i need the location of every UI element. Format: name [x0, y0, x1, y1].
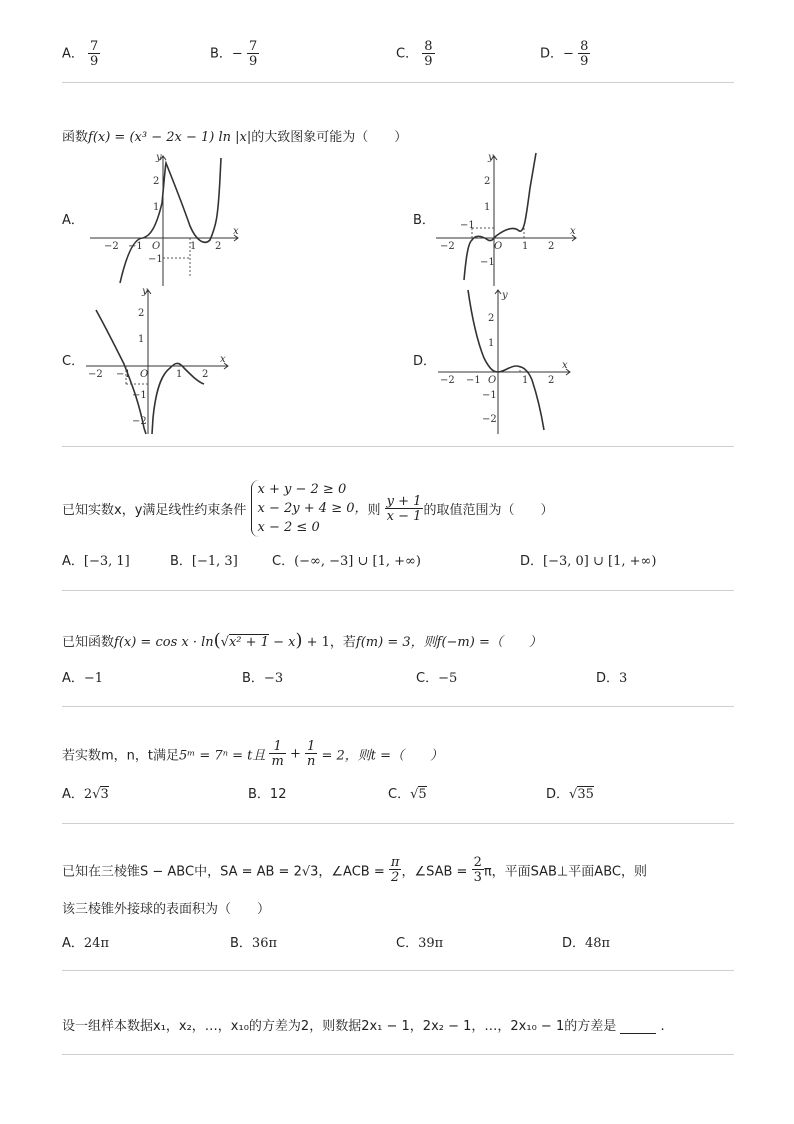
- tick-label: 2: [488, 313, 495, 324]
- tick-label: 2: [548, 241, 555, 252]
- y-label: y: [488, 152, 494, 163]
- option-label: B．: [210, 46, 232, 62]
- graph-a[interactable]: [90, 148, 250, 288]
- y-label: y: [142, 288, 148, 297]
- constraint-system: x + y − 2 ≥ 0 x − 2y + 4 ≥ 0， x − 2 ≤ 0: [251, 480, 368, 537]
- divider: [62, 590, 734, 591]
- divider: [62, 970, 734, 971]
- x-label: x: [570, 226, 576, 237]
- target-fraction: $\frac{y + 1}{x - 1}$: [386, 493, 422, 524]
- tick-label: −1: [480, 257, 495, 268]
- graph-d[interactable]: [438, 288, 598, 436]
- q1-label-d[interactable]: D．: [413, 354, 437, 369]
- q1-label-b[interactable]: B．: [413, 213, 435, 228]
- x-label: x: [220, 354, 226, 365]
- q4-option-c[interactable]: C．√5: [388, 787, 427, 802]
- q2-stem: 已知实数x，y满足线性约束条件 x + y − 2 ≥ 0 x − 2y + 4 ≥ 0， x − 2 ≤ 0 则 $\frac{y + 1}{x - 1}$ 的取值范围为（ ）: [62, 482, 554, 535]
- tick-label: 1: [522, 241, 529, 252]
- tick-label: 2: [202, 369, 209, 380]
- divider: [62, 82, 734, 83]
- function-expression: f(x) = (x³ − 2x − 1) ln |x|: [88, 130, 252, 145]
- q5-option-a[interactable]: A．24π: [62, 936, 109, 951]
- tick-label: 2: [548, 375, 555, 386]
- y-label: y: [502, 290, 508, 301]
- q5-option-c[interactable]: C．39π: [396, 936, 444, 951]
- q6-stem: 设一组样本数据x₁，x₂，…，x₁₀的方差为2，则数据2x₁ − 1，2x₂ − 1，…，2x₁₀ − 1的方差是 .: [62, 1019, 665, 1034]
- fraction: $\frac{7}{9}$: [90, 39, 99, 69]
- option-label: C．: [396, 46, 419, 62]
- q2-option-c[interactable]: C．(−∞, −3] ∪ [1, +∞): [272, 554, 421, 569]
- tick-label: −1: [128, 241, 143, 252]
- q4-stem: 若实数m，n，t满足5ᵐ = 7ⁿ = t且 $\frac{1}{m}$ + $\frac{1}{n}$ = 2，则t =（ ）: [62, 739, 444, 769]
- q4-option-a[interactable]: A．2√3: [62, 787, 109, 802]
- tick-label: −2: [132, 416, 147, 427]
- tick-label: −1: [116, 369, 131, 380]
- tick-label: 1: [488, 338, 495, 349]
- q1-stem: 函数f(x) = (x³ − 2x − 1) ln |x|的大致图象可能为（ ）: [62, 130, 408, 145]
- fraction: $\frac{\pi}{2}$: [390, 855, 400, 885]
- tick-label: 2: [215, 241, 222, 252]
- x-label: x: [562, 360, 568, 371]
- q1-label-c[interactable]: C．: [62, 354, 85, 369]
- sign: −: [563, 46, 574, 62]
- q5-option-b[interactable]: B．36π: [230, 936, 278, 951]
- origin-label: O: [152, 241, 161, 252]
- tick-label: 1: [522, 375, 529, 386]
- tick-label: 1: [153, 202, 160, 213]
- q3-option-a[interactable]: A．−1: [62, 671, 104, 686]
- tick-label: 2: [138, 308, 145, 319]
- origin-label: O: [140, 369, 149, 380]
- q3-stem: 已知函数f(x) = cos x · ln(√x² + 1 − x) + 1，若f(m) = 3，则f(−m) =（ ）: [62, 630, 542, 651]
- q1-label-a[interactable]: A．: [62, 213, 84, 228]
- fraction: $\frac{1}{n}$: [307, 739, 316, 769]
- curve: [120, 158, 221, 283]
- fraction: $\frac{8}{9}$: [580, 39, 589, 69]
- q0-option-c[interactable]: [396, 40, 435, 68]
- tick-label: 1: [176, 369, 183, 380]
- option-label: D．: [540, 46, 564, 62]
- tick-label: −2: [482, 414, 497, 425]
- q2-option-b[interactable]: B．[−1, 3]: [170, 554, 238, 569]
- divider: [62, 706, 734, 707]
- option-label: A．: [62, 46, 84, 62]
- q0-option-d[interactable]: [540, 40, 590, 68]
- q3-option-c[interactable]: C．−5: [416, 671, 458, 686]
- tick-label: 1: [484, 202, 491, 213]
- q4-option-d[interactable]: D．√35: [546, 787, 594, 802]
- fraction: $\frac{8}{9}$: [424, 39, 433, 69]
- tick-label: −1: [482, 390, 497, 401]
- q3-option-b[interactable]: B．−3: [242, 671, 284, 686]
- origin-label: O: [494, 241, 503, 252]
- fraction: $\frac{7}{9}$: [248, 39, 258, 69]
- fraction: $\frac{1}{m}$: [271, 739, 284, 769]
- q2-option-d[interactable]: D．[−3, 0] ∪ [1, +∞): [520, 554, 657, 569]
- curve: [464, 153, 536, 280]
- q3-option-d[interactable]: D．3: [596, 671, 628, 686]
- radicand: x² + 1: [228, 635, 269, 650]
- answer-blank[interactable]: [620, 1021, 656, 1034]
- tick-label: −1: [132, 390, 147, 401]
- tick-label: −1: [466, 375, 481, 386]
- y-label: y: [156, 152, 162, 163]
- q0-option-b[interactable]: [210, 40, 259, 68]
- fraction: $\frac{2}{3}$: [473, 855, 482, 885]
- divider: [62, 1054, 734, 1055]
- q0-option-a[interactable]: [62, 40, 100, 68]
- tick-label: −2: [88, 369, 103, 380]
- q5-stem-line1: 已知在三棱锥S − ABC中，SA = AB = 2√3，∠ACB = $\frac{\pi}{2}$ ，∠SAB = $\frac{2}{3}$ π，平面SAB⊥平面ABC，则: [62, 855, 647, 885]
- q5-stem-line2: 该三棱锥外接球的表面积为（ ）: [62, 902, 271, 917]
- q4-option-b[interactable]: B．12: [248, 787, 287, 802]
- tick-label: 2: [153, 176, 160, 187]
- q2-option-a[interactable]: A．[−3, 1]: [62, 554, 130, 569]
- origin-label: O: [488, 375, 497, 386]
- divider: [62, 823, 734, 824]
- tick-label: 1: [138, 334, 145, 345]
- curve: [468, 290, 544, 430]
- tick-label: −2: [104, 241, 119, 252]
- tick-label: −1: [148, 254, 163, 265]
- x-label: x: [233, 226, 239, 237]
- tick-label: −2: [440, 241, 455, 252]
- tick-label: −1: [460, 220, 475, 231]
- q5-option-d[interactable]: D．48π: [562, 936, 611, 951]
- sign: −: [231, 46, 243, 62]
- graph-b[interactable]: [436, 148, 596, 288]
- graph-c[interactable]: [86, 288, 246, 436]
- tick-label: 1: [190, 241, 197, 252]
- tick-label: 2: [484, 176, 491, 187]
- divider: [62, 446, 734, 447]
- tick-label: −2: [440, 375, 455, 386]
